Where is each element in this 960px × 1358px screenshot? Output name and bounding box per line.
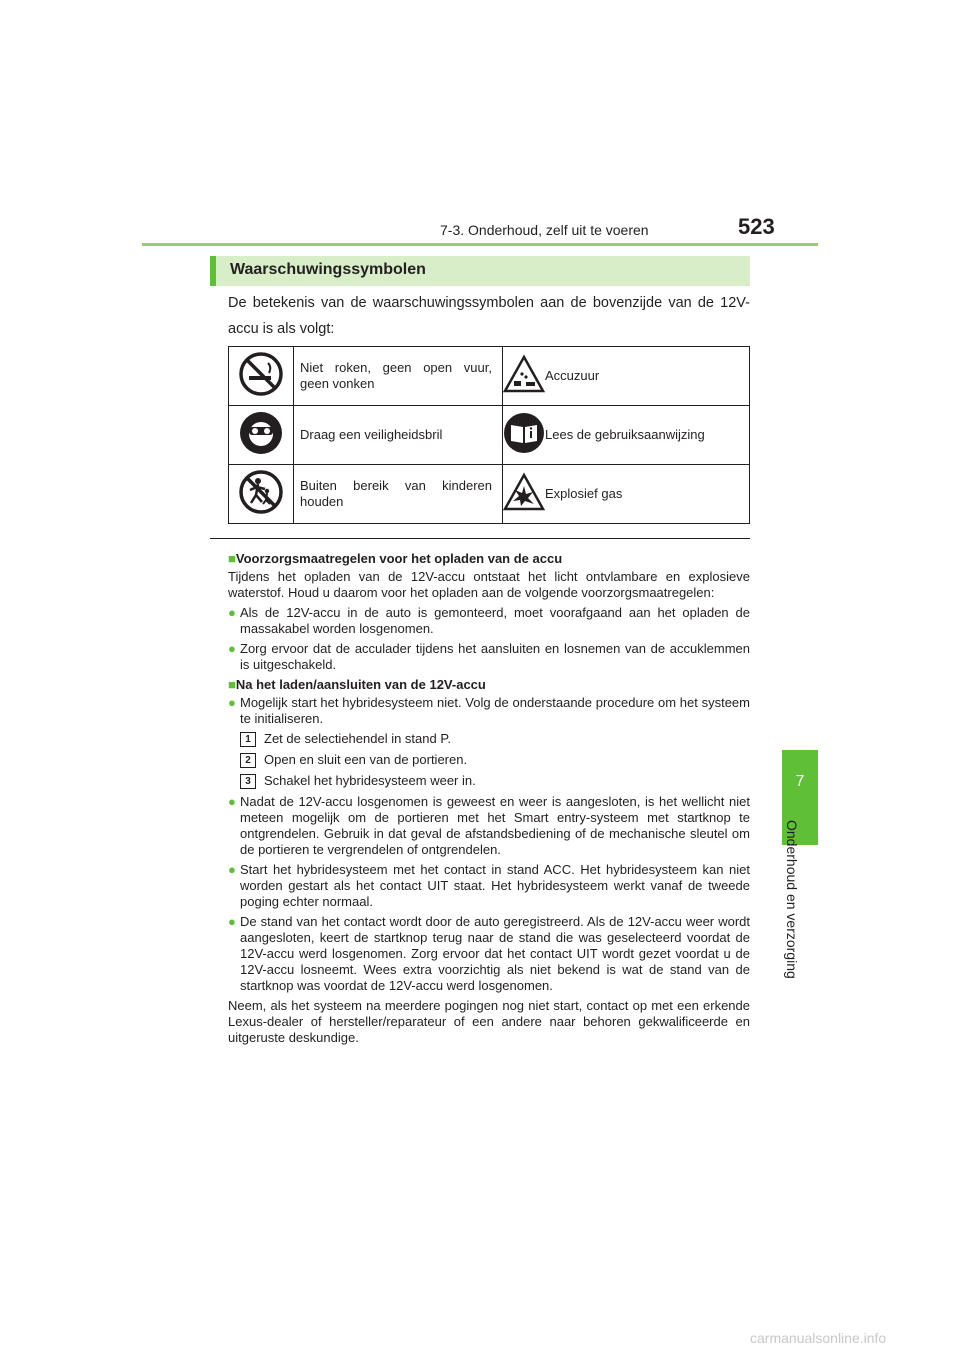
step-number: 3 bbox=[240, 774, 256, 789]
step-number: 2 bbox=[240, 753, 256, 768]
header-rule bbox=[142, 243, 818, 246]
symbol-label: Lees de gebruiksaanwijzing bbox=[545, 406, 750, 465]
list-item: ● Zorg ervoor dat de acculader tijdens het aansluiten en losnemen van de accuklemmen is uitgeschakeld. bbox=[228, 641, 750, 672]
symbol-label: Niet roken, geen open vuur, geen vonken bbox=[294, 347, 503, 406]
charging-heading: ■Voorzorgsmaatregelen voor het opladen van de accu bbox=[228, 551, 563, 566]
list-item: ● Mogelijk start het hybridesysteem niet. Volg de onderstaande procedure om het systeem te initialiseren. bbox=[228, 695, 750, 726]
square-bullet-icon: ■ bbox=[228, 677, 236, 692]
watermark: carmanualsonline.info bbox=[750, 1330, 887, 1346]
section-title: Waarschuwingssymbolen bbox=[230, 261, 426, 278]
symbol-label: Explosief gas bbox=[545, 465, 750, 524]
battery-acid-icon bbox=[503, 347, 546, 406]
chapter-label: Onderhoud en verzorging bbox=[784, 820, 800, 979]
bullet-icon: ● bbox=[228, 862, 236, 877]
read-manual-icon bbox=[503, 406, 546, 465]
bullet-icon: ● bbox=[228, 605, 236, 620]
list-item: ● Nadat de 12V-accu losgenomen is geweest en weer is aangesloten, is het wellicht niet meteen mogelijk om de portieren met het Smart entry-systeem met startknop te ontgrendelen. Gebruik in dat geval de afstandsbediening of de mechanische sleutel om de portieren te vergrendelen of ontgrendelen. bbox=[228, 794, 750, 857]
page-number: 523 bbox=[738, 214, 775, 239]
section-divider bbox=[210, 538, 750, 539]
list-item: ● De stand van het contact wordt door de auto geregistreerd. Als de 12V-accu weer wordt aangesloten, keert de startknop terug naar de stand die was geselecteerd voordat de 12V-accu werd losgenomen. Zorg ervoor dat het contact UIT wordt gezet voordat u de 12V-accu losneemt. Wees extra voorzichtig als niet bekend is wat de stand van de startknop was voordat de 12V-accu werd losgenomen. bbox=[228, 914, 750, 993]
chapter-number: 7 bbox=[795, 773, 805, 790]
step-item: 1 Zet de selectiehendel in stand P. bbox=[240, 731, 750, 747]
bullet-icon: ● bbox=[228, 695, 236, 710]
step-item: 2 Open en sluit een van de portieren. bbox=[240, 752, 750, 768]
safety-goggles-icon bbox=[229, 406, 294, 465]
step-number: 1 bbox=[240, 732, 256, 747]
table-row bbox=[229, 406, 750, 465]
symbol-label: Draag een veiligheidsbril bbox=[294, 406, 503, 465]
bullet-icon: ● bbox=[228, 914, 236, 929]
section-header-bar bbox=[210, 256, 750, 286]
running-header: 7-3. Onderhoud, zelf uit te voeren bbox=[440, 222, 649, 238]
closing-text: Neem, als het systeem na meerdere pogingen nog niet start, contact op met een erkende Lexus-dealer of hersteller/reparateur of een andere naar behoren gekwalificeerde en uitgeruste deskundige. bbox=[228, 998, 750, 1045]
symbol-label: Buiten bereik van kinderen houden bbox=[294, 465, 503, 524]
after-charging-heading: ■Na het laden/aansluiten van de 12V-accu bbox=[228, 677, 486, 692]
list-item: ● Als de 12V-accu in de auto is gemonteerd, moet voorafgaand aan het opladen de massakabel worden losgenomen. bbox=[228, 605, 750, 636]
explosive-gas-icon bbox=[503, 465, 546, 524]
warning-symbols-table bbox=[228, 346, 750, 524]
charging-text: Tijdens het opladen van de 12V-accu ontstaat het licht ontvlambare en explosieve waterstof. Houd u daarom voor het opladen aan de volgende voorzorgsmaatregelen: bbox=[228, 569, 750, 600]
notes-body bbox=[228, 548, 750, 1050]
bullet-icon: ● bbox=[228, 794, 236, 809]
intro-text: De betekenis van de waarschuwingssymbolen aan de bovenzijde van de 12V-accu is als volgt: bbox=[228, 295, 750, 337]
symbol-label: Accuzuur bbox=[545, 347, 750, 406]
keep-children-away-icon bbox=[229, 465, 294, 524]
list-item: ● Start het hybridesysteem met het contact in stand ACC. Het hybridesysteem kan niet worden gestart als het contact UIT staat. Het hybridesysteem werkt vanaf de tweede poging echter normaal. bbox=[228, 862, 750, 909]
table-row bbox=[229, 465, 750, 524]
bullet-icon: ● bbox=[228, 641, 236, 656]
table-row bbox=[229, 347, 750, 406]
square-bullet-icon: ■ bbox=[228, 551, 236, 566]
no-smoking-icon bbox=[229, 347, 294, 406]
step-item: 3 Schakel het hybridesysteem weer in. bbox=[240, 773, 750, 789]
